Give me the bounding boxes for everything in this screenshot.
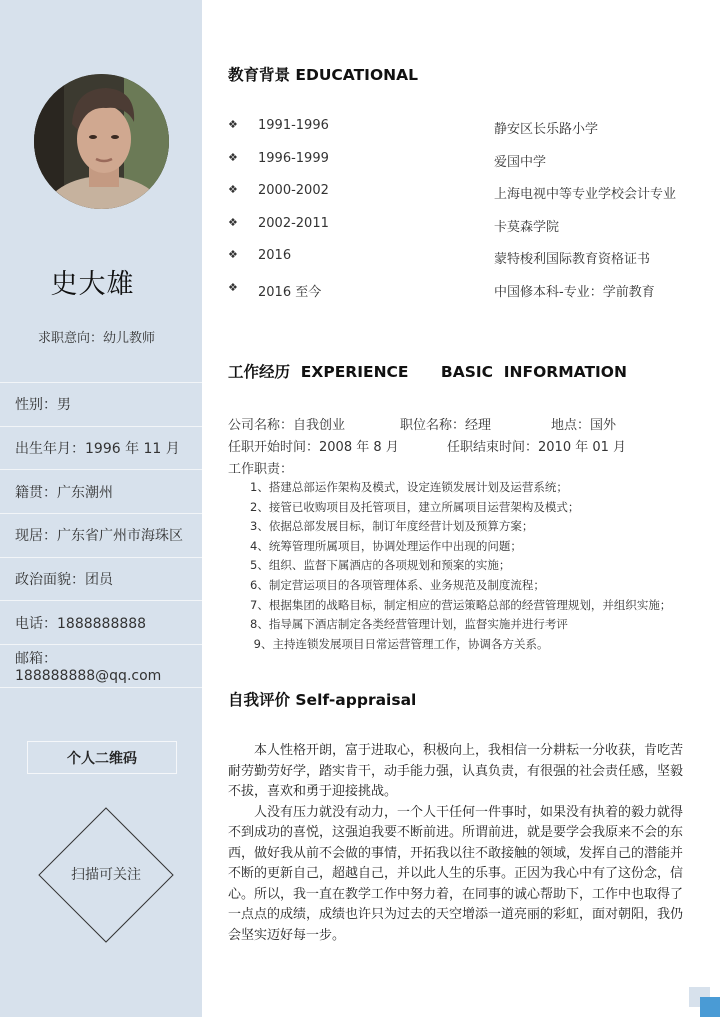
duty-item: 3、依据总部发展目标，制订年度经营计划及预算方案； xyxy=(250,519,534,533)
diamond-bullet-icon: ❖ xyxy=(228,248,238,261)
appraisal-paragraph: 人没有压力就没有动力，一个人干任何一件事时，如果没有执着的毅力就得不到成功的喜悦，这强迫我要不断前进。所谓前进，就是要学会我原来不会的东西，做好我从前不会做的事情，开拓我以往不敢接触的领域，发挥自己的潜能并不断的更新自己，超越自己，并以此人生的乐事。正因为我心中有了这份念，信心。所以，我一直在教学工作中努力着，在同事的诚心帮助下，工作中也取得了一点点的成绩，成绩也许只为过去的天空增添一道亮丽的彩虹，面对朝阳，我仍会坚实迈好每一步。 xyxy=(228,804,684,943)
position-name: 职位名称：经理 xyxy=(400,418,492,433)
job-intent: 求职意向：幼儿教师 xyxy=(38,331,156,346)
work-location: 地点：国外 xyxy=(551,418,617,433)
duty-item: 2、接管已收购项目及托管项目，建立所属项目运营架构及模式； xyxy=(250,500,580,514)
duty-item: 8、指导属下酒店制定各类经营管理计划，监督实施并进行考评 xyxy=(250,617,568,631)
education-years: 2000-2002 xyxy=(258,183,329,198)
qr-code-hint: 扫描可关注 xyxy=(71,867,141,883)
decorative-square-blue xyxy=(700,997,720,1017)
appraisal-paragraph: 本人性格开朗，富于进取心，积极向上，我相信一分耕耘一分收获，肯吃苦耐劳勤劳好学，踏实肯干，动手能力强，认真负责，有很强的社会责任感，坚毅不拔，喜欢和勇于迎接挑战。 xyxy=(228,743,684,799)
duty-item: 6、制定营运项目的各项管理体系、业务规范及制度流程； xyxy=(250,578,545,592)
education-school: 静安区长乐路小学 xyxy=(494,122,599,137)
duties-label: 工作职责： xyxy=(228,462,294,477)
education-title: 教育背景 EDUCATIONAL xyxy=(228,66,418,84)
sidebar xyxy=(0,0,202,1017)
education-years: 2016 至今 xyxy=(258,285,322,300)
appraisal-text xyxy=(228,741,683,946)
duty-item: 9、主持连锁发展项目日常运营管理工作，协调各方关系。 xyxy=(250,637,549,651)
education-school: 上海电视中等专业学校会计专业 xyxy=(494,187,677,202)
experience-title: 工作经历 EXPERIENCE BASIC INFORMATION xyxy=(228,363,627,381)
info-residence: 现居：广东省广州市海珠区 xyxy=(0,513,202,557)
info-hometown: 籍贯：广东潮州 xyxy=(0,469,202,513)
start-date: 任职开始时间：2008 年 8 月 xyxy=(228,440,399,455)
info-birth: 出生年月：1996 年 11 月 xyxy=(0,426,202,470)
diamond-bullet-icon: ❖ xyxy=(228,118,238,131)
duty-item: 1、搭建总部运作架构及模式，设定连锁发展计划及运营系统； xyxy=(250,480,568,494)
appraisal-title: 自我评价 Self-appraisal xyxy=(228,691,417,709)
education-years: 2016 xyxy=(258,248,292,263)
education-years: 1996-1999 xyxy=(258,151,329,166)
education-school: 爱国中学 xyxy=(494,155,547,170)
qr-code-label: 个人二维码 xyxy=(27,741,177,774)
duty-item: 4、统筹管理所属项目，协调处理运作中出现的问题； xyxy=(250,539,522,553)
diamond-bullet-icon: ❖ xyxy=(228,281,238,294)
diamond-bullet-icon: ❖ xyxy=(228,216,238,229)
avatar-photo xyxy=(34,74,169,209)
personal-info-list xyxy=(0,382,202,688)
duty-item: 7、根据集团的战略目标，制定相应的营运策略总部的经营管理规划，并组织实施； xyxy=(250,598,672,612)
diamond-bullet-icon: ❖ xyxy=(228,183,238,196)
education-years: 2002-2011 xyxy=(258,216,329,231)
diamond-bullet-icon: ❖ xyxy=(228,151,238,164)
info-political-status: 政治面貌：团员 xyxy=(0,557,202,601)
education-school: 卡莫森学院 xyxy=(494,220,560,235)
info-phone: 电话：1888888888 xyxy=(0,600,202,644)
portrait-image xyxy=(34,74,169,209)
education-years: 1991-1996 xyxy=(258,118,329,133)
info-gender: 性别：男 xyxy=(0,382,202,426)
candidate-name: 史大雄 xyxy=(50,269,135,300)
company-name: 公司名称：自我创业 xyxy=(228,418,346,433)
end-date: 任职结束时间：2010 年 01 月 xyxy=(447,440,627,455)
duty-item: 5、组织、监督下属酒店的各项规划和预案的实施； xyxy=(250,558,511,572)
education-school: 蒙特梭利国际教育资格证书 xyxy=(494,252,651,267)
info-email: 邮箱：188888888@qq.com xyxy=(0,644,202,688)
education-school: 中国修本科-专业：学前教育 xyxy=(494,285,655,300)
